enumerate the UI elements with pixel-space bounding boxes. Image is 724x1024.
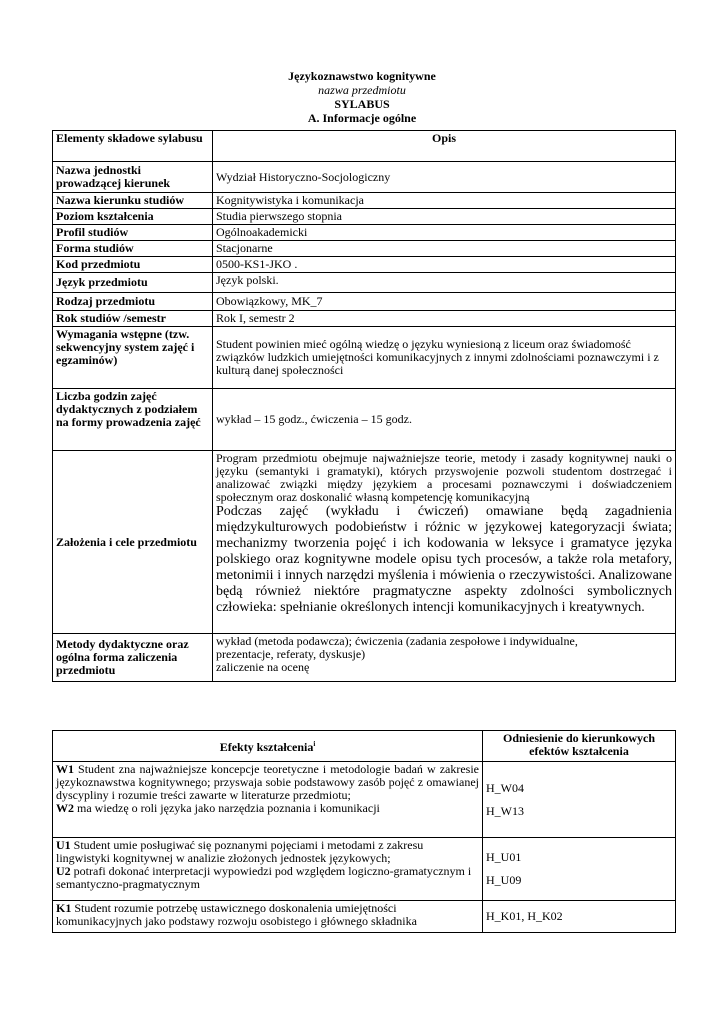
table-row [53, 451, 676, 634]
table-row [53, 311, 676, 327]
course-name-caption: nazwa przedmiotu [318, 83, 406, 97]
outcome-code: U1 [56, 838, 71, 852]
table-row [53, 327, 676, 389]
reference-code: H_K01, H_K02 [486, 909, 563, 923]
outcome-cell [53, 762, 483, 838]
effects-header-footnote: i [313, 740, 316, 748]
row-label: Wymagania wstępne (tzw. sekwencyjny system zajęć i egzaminów) [53, 327, 213, 389]
reference-cell [483, 762, 676, 838]
outcome-text: Student rozumie potrzebę ustawicznego doskonalenia umiejętności komunikacyjnych jako podstawy rozwoju osobistego i głównego składnika [56, 901, 417, 928]
row-value [213, 451, 676, 634]
table-row [53, 162, 676, 193]
row-value: Student powinien mieć ogólną wiedzę o języku wyniesioną z liceum oraz świadomość związków ludzkich umiejętności komunikacyjnych z innymi zdolnościami poznawczymi i z kulturą danej społeczności [213, 327, 676, 389]
row-label: Metody dydaktyczne oraz ogólna forma zaliczenia przedmiotu [53, 634, 213, 682]
table-row [53, 762, 676, 838]
row-label: Rodzaj przedmiotu [53, 293, 213, 311]
methods-line-1: wykład (metoda podawcza); ćwiczenia (zadania zespołowe i indywidualne, [216, 634, 578, 648]
reference-code: H_W13 [486, 803, 524, 818]
table-row [53, 241, 676, 257]
table-row [53, 209, 676, 225]
objectives-paragraph-2: Podczas zajęć (wykładu i ćwiczeń) omawiane będą zagadnienia międzykulturowych podobieństw i różnic w językowej kategoryzacji świata; mechanizmy tworzenia pojęć i ich kodowania w leksyce i gramatyce języka polskiego oraz kognitywne modele opisu tych procesów, a także rola metafory, metonimii i innych narzędzi myślenia i mówienia o rzeczywistości. Analizowane będą również niektóre pragmatyczne aspekty zdolności symbolicznych człowieka: spełnianie określonych intencji komunikacyjnych i kreatywnych. [216, 504, 672, 615]
row-label: Liczba godzin zajęć dydaktycznych z podziałem na formy prowadzenia zajęć [53, 389, 213, 451]
table-row [53, 389, 676, 451]
row-value: Kognitywistyka i komunikacja [213, 193, 676, 209]
outcome-code: K1 [56, 901, 72, 915]
table-row [53, 273, 676, 293]
reference-code: H_W04 [486, 780, 524, 795]
table-row [53, 634, 676, 682]
row-label: Nazwa jednostki prowadzącej kierunek [53, 162, 213, 193]
row-value [213, 634, 676, 682]
outcome-text: Student zna najważniejsze koncepcje teoretyczne i metodologie badań w zakresie językoznawstwa kognitywnego; przyswaja sobie podstawowy zasób pojęć z omawianej dyscypliny i rozumie treści zawarte w literaturze przedmiotu; [56, 762, 479, 802]
outcome-code: W1 [56, 762, 74, 776]
course-name: Językoznawstwo kognitywne [288, 69, 436, 83]
row-value: wykład – 15 godz., ćwiczenia – 15 godz. [213, 389, 676, 451]
reference-code: H_U09 [486, 873, 522, 887]
outcome-code: U2 [56, 864, 71, 878]
table-row [53, 293, 676, 311]
reference-cell [483, 838, 676, 901]
outcome-cell [53, 901, 483, 933]
row-label: Rok studiów /semestr [53, 311, 213, 327]
column-header-reference: Odniesienie do kierunkowych efektów kształcenia [483, 731, 676, 762]
table-row [53, 901, 676, 933]
effects-header-label: Efekty kształcenia [219, 740, 314, 754]
row-value: 0500-KS1-JKO . [213, 257, 676, 273]
row-value: Język polski. [213, 273, 676, 293]
document-header [0, 69, 724, 125]
row-label: Założenia i cele przedmiotu [53, 451, 213, 634]
outcome-text: ma wiedzę o roli języka jako narzędzia poznania i komunikacji [74, 801, 380, 815]
outcome-code: W2 [56, 801, 74, 815]
row-value: Rok I, semestr 2 [213, 311, 676, 327]
row-label: Język przedmiotu [53, 273, 213, 293]
outcome-text: Student umie posługiwać się poznanymi pojęciami i metodami z zakresu lingwistyki kognitywnej w analizie złożonych jednostek językowych; [56, 838, 424, 865]
table-row [53, 257, 676, 273]
row-value: Ogólnoakademicki [213, 225, 676, 241]
table-header-row [53, 131, 676, 162]
row-label: Nazwa kierunku studiów [53, 193, 213, 209]
row-label: Forma studiów [53, 241, 213, 257]
document-title: SYLABUS [334, 97, 390, 111]
column-header-elements: Elementy składowe sylabusu [53, 131, 213, 162]
column-header-effects [53, 731, 483, 762]
table-row [53, 838, 676, 901]
table-header-row [53, 731, 676, 762]
methods-line-3: zaliczenie na ocenę [216, 660, 310, 674]
outcome-text: potrafi dokonać interpretacji wypowiedzi pod względem logiczno-gramatycznym i semantyczno-pragmatycznym [56, 864, 472, 891]
section-title: A. Informacje ogólne [307, 111, 417, 125]
table-row [53, 193, 676, 209]
outcome-cell [53, 838, 483, 901]
column-header-description: Opis [213, 131, 676, 162]
row-value: Wydział Historyczno-Socjologiczny [213, 162, 676, 193]
row-value: Studia pierwszego stopnia [213, 209, 676, 225]
row-value: Obowiązkowy, MK_7 [213, 293, 676, 311]
reference-code: H_U01 [486, 850, 522, 864]
objectives-paragraph-1: Program przedmiotu obejmuje najważniejsze teorie, metody i zasady kognitywnej nauki o języku (semantyki i gramatyki), których przyswojenie pozwoli studentom dostrzegać i analizować związki między językiem a procesami poznawczymi i doświadczeniem społecznym oraz doskonalić własną kompetencję komunikacyjną [216, 451, 672, 504]
table-row [53, 225, 676, 241]
learning-outcomes-table [52, 730, 676, 933]
row-label: Profil studiów [53, 225, 213, 241]
reference-cell [483, 901, 676, 933]
general-info-table [52, 130, 676, 682]
methods-line-2: prezentacje, referaty, dyskusje) [216, 647, 366, 661]
row-value: Stacjonarne [213, 241, 676, 257]
row-label: Kod przedmiotu [53, 257, 213, 273]
row-label: Poziom kształcenia [53, 209, 213, 225]
